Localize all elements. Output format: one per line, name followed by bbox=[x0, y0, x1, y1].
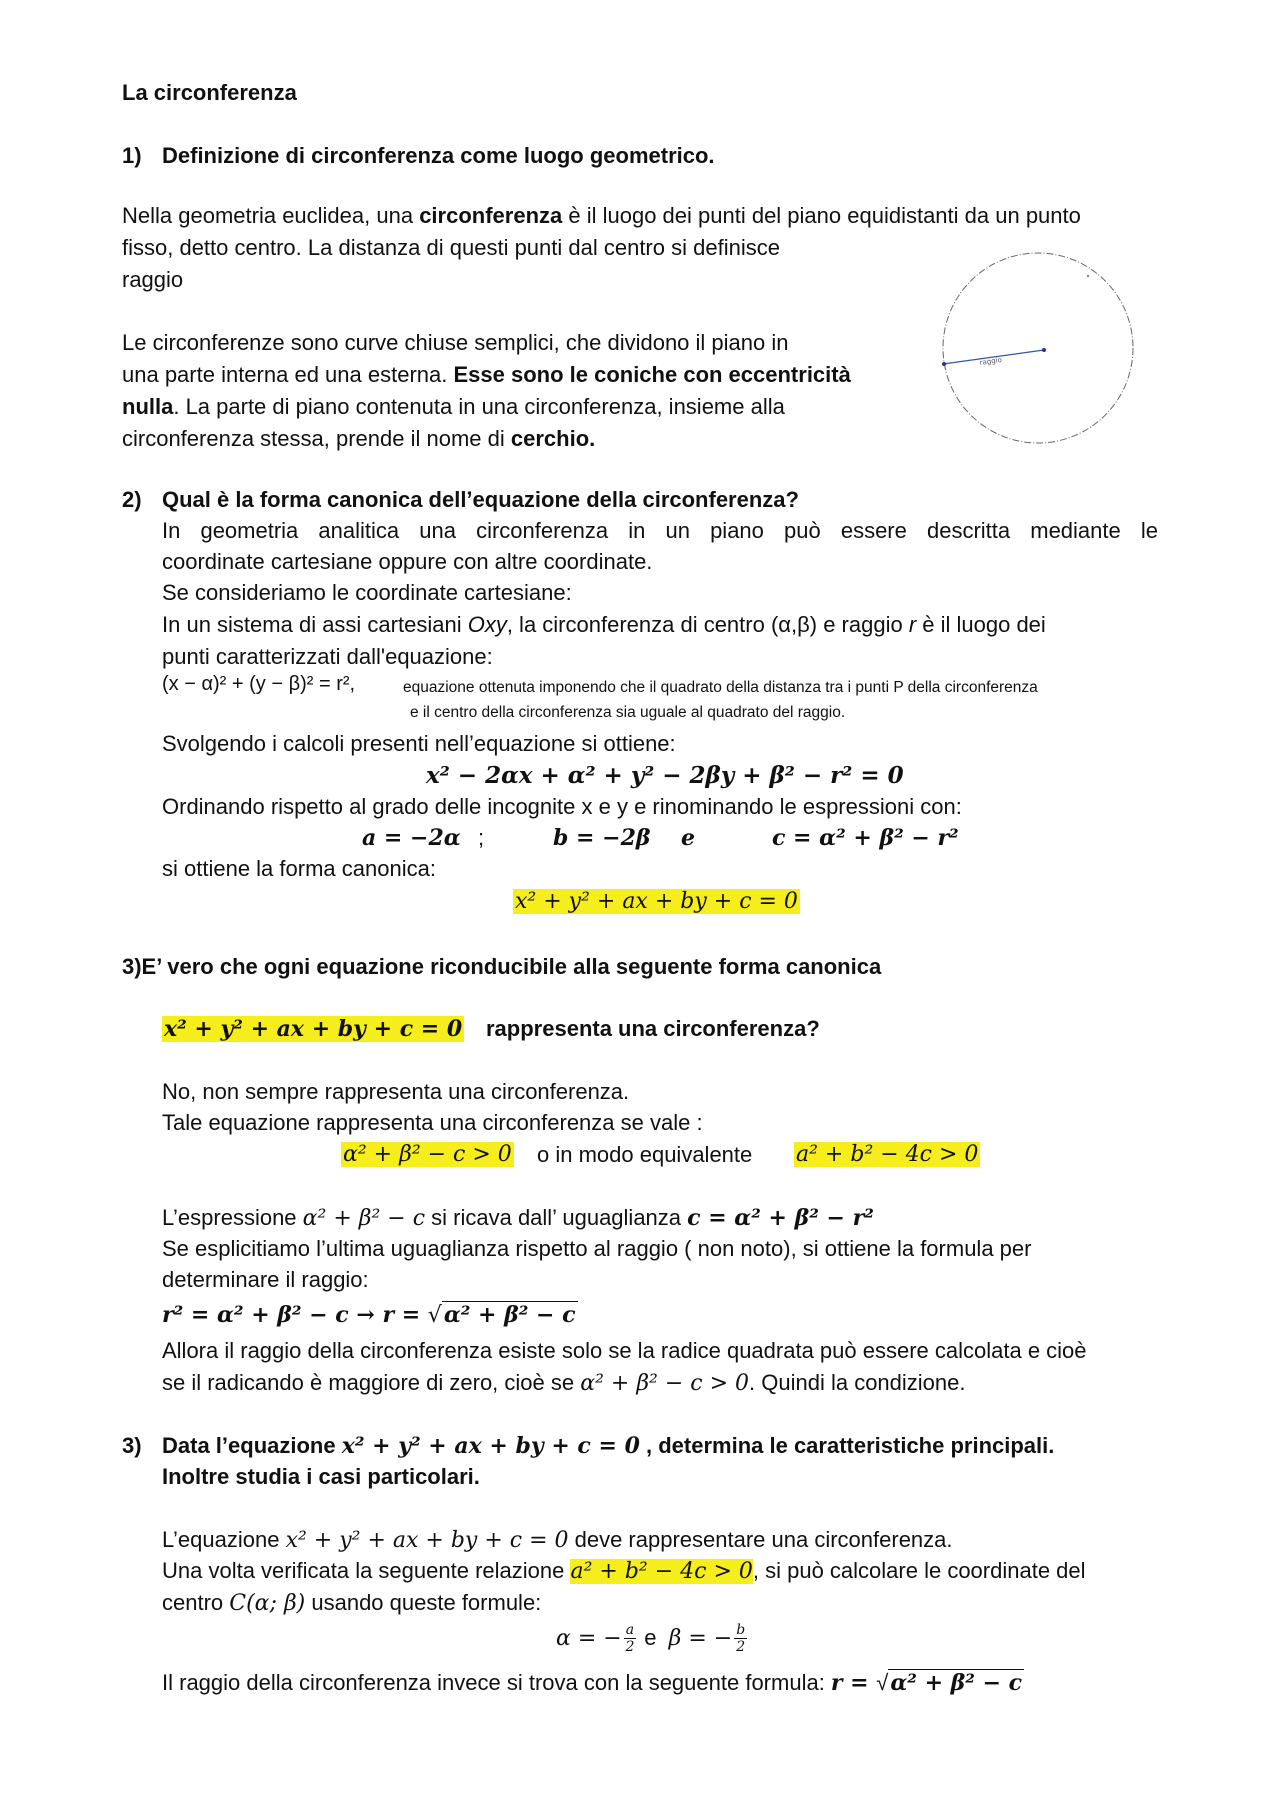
beta-formula: β = − bbox=[668, 1625, 733, 1651]
condition-alpha-beta: α² + β² − c > 0 bbox=[343, 1142, 512, 1167]
section-4-heading bbox=[122, 1433, 1054, 1459]
keyword-circonferenza: circonferenza bbox=[419, 203, 563, 228]
section-4-number: 3) bbox=[122, 1433, 142, 1458]
math-expression: α² + β² − c bbox=[302, 1206, 426, 1231]
section-4-heading-line-2: Inoltre studia i casi particolari. bbox=[162, 1464, 480, 1489]
text: Data l’equazione bbox=[162, 1433, 342, 1458]
canonical-form-equation: x² + y² + ax + by + c = 0 bbox=[515, 889, 798, 914]
equation-note-line-2: e il centro della circonferenza sia uguale al quadrato del raggio. bbox=[410, 704, 846, 721]
section-1-paragraph-2-line-1: Le circonferenze sono curve chiuse semplici, che dividono il piano in bbox=[122, 330, 789, 355]
section-2-line-7: Ordinando rispetto al grado delle incognite x e y e rinominando le espressioni con: bbox=[162, 794, 962, 819]
circle-figure bbox=[940, 248, 1135, 448]
math-expression: α² + β² − c > 0 bbox=[580, 1371, 750, 1396]
section-3-line-6: Allora il raggio della circonferenza esiste solo se la radice quadrata può essere calcolata e cioè bbox=[162, 1338, 1087, 1363]
section-1-paragraph-2-line-4 bbox=[122, 426, 595, 452]
section-3-line-3 bbox=[162, 1205, 874, 1231]
point-marker bbox=[1087, 275, 1089, 277]
alpha-formula: α = − bbox=[556, 1625, 622, 1651]
sqrt-sign: √ bbox=[876, 1670, 889, 1695]
section-1-paragraph-1-line-2: fisso, detto centro. La distanza di questi punti dal centro si definisce bbox=[122, 235, 780, 260]
equation-circle-standard: (x − α)² + (y − β)² = r², bbox=[162, 673, 356, 695]
text: se il radicando è maggiore di zero, cioè se bbox=[162, 1370, 581, 1395]
section-1-paragraph-1-line-1 bbox=[122, 203, 1081, 229]
section-2-title: Qual è la forma canonica dell’equazione della circonferenza? bbox=[162, 487, 799, 512]
text: Il raggio della circonferenza invece si trova con la seguente formula: bbox=[162, 1670, 831, 1695]
section-2-line-8: si ottiene la forma canonica: bbox=[162, 856, 436, 881]
text: una parte interna ed una esterna. bbox=[122, 362, 454, 387]
condition-a-b-c: a² + b² − 4c > 0 bbox=[796, 1142, 979, 1167]
section-3-heading-2: rappresenta una circonferenza? bbox=[486, 1016, 820, 1041]
conjunction-e: e bbox=[638, 1625, 669, 1650]
equation-b-def: b = −2β bbox=[553, 825, 651, 851]
section-2-line-3: Se consideriamo le coordinate cartesiane: bbox=[162, 580, 572, 605]
math-expression: x² + y² + ax + by + c = 0 bbox=[285, 1528, 569, 1553]
text: deve rappresentare una circonferenza. bbox=[568, 1527, 953, 1552]
section-1-title: Definizione di circonferenza come luogo geometrico. bbox=[162, 143, 715, 168]
math-expression: c = α² + β² − r² bbox=[687, 1205, 874, 1231]
section-3-equation: x² + y² + ax + by + c = 0 bbox=[164, 1016, 463, 1042]
section-1-paragraph-1-line-3: raggio bbox=[122, 267, 184, 292]
section-2-line-4 bbox=[162, 612, 1046, 638]
section-1-paragraph-2-line-2 bbox=[122, 362, 851, 388]
radius-symbol: r = bbox=[830, 1670, 877, 1696]
text: L’equazione bbox=[162, 1527, 286, 1552]
section-3-line-5: determinare il raggio: bbox=[162, 1267, 369, 1292]
section-4-line-3 bbox=[162, 1590, 541, 1616]
section-4-line-4 bbox=[162, 1670, 1024, 1696]
circle-outline bbox=[943, 253, 1133, 443]
highlighted-condition: a² + b² − 4c > 0 bbox=[570, 1559, 753, 1584]
denominator: 2 bbox=[736, 1638, 746, 1655]
point-on-circle bbox=[942, 362, 946, 366]
conjunction-e: e bbox=[681, 825, 695, 851]
text: circonferenza stessa, prende il nome di bbox=[122, 426, 511, 451]
section-2-line-6: Svolgendo i calcoli presenti nell’equazione si ottiene: bbox=[162, 731, 676, 756]
radius-formula bbox=[162, 1302, 578, 1328]
section-2-number: 2) bbox=[122, 487, 142, 512]
equation-expanded: x² − 2αx + α² + y² − 2βy + β² − r² = 0 bbox=[426, 762, 904, 789]
text: Una volta verificata la seguente relazione bbox=[162, 1558, 571, 1583]
text: usando queste formule: bbox=[305, 1590, 542, 1615]
section-3-line-7 bbox=[162, 1370, 966, 1396]
section-4-line-1 bbox=[162, 1527, 953, 1553]
text: , la circonferenza di centro (α,β) e raggio bbox=[506, 612, 909, 637]
equation-c-def: c = α² + β² − r² bbox=[772, 825, 959, 851]
text: è il luogo dei punti del piano equidistanti da un punto bbox=[562, 203, 1081, 228]
section-2-heading bbox=[122, 487, 799, 513]
sqrt-sign: √ bbox=[427, 1303, 442, 1328]
fraction-a-over-2 bbox=[624, 1622, 636, 1655]
numerator: a bbox=[625, 1621, 635, 1638]
text: centro bbox=[162, 1590, 230, 1615]
text: . La parte di piano contenuta in una circonferenza, insieme alla bbox=[173, 394, 785, 419]
text: , determina le caratteristiche principali. bbox=[639, 1433, 1055, 1458]
math-expression: r² = α² + β² − c → r = bbox=[162, 1302, 428, 1328]
section-2-line-2: coordinate cartesiane oppure con altre coordinate. bbox=[162, 549, 653, 574]
text: si ricava dall’ uguaglianza bbox=[425, 1205, 688, 1230]
text: . Quindi la condizione. bbox=[749, 1370, 966, 1395]
section-3-line-1: No, non sempre rappresenta una circonferenza. bbox=[162, 1079, 630, 1104]
bold-text: nulla bbox=[122, 394, 174, 419]
equation-note-line-1: equazione ottenuta imponendo che il quadrato della distanza tra i punti P della circonferenza bbox=[403, 679, 1038, 696]
sqrt-radicand: α² + β² − c bbox=[443, 1302, 576, 1328]
math-expression: x² + y² + ax + by + c = 0 bbox=[341, 1433, 640, 1459]
center-point bbox=[1042, 348, 1046, 352]
section-3-line-2: Tale equazione rappresenta una circonferenza se vale : bbox=[162, 1110, 703, 1135]
text: In un sistema di assi cartesiani bbox=[162, 612, 468, 637]
text: L’espressione bbox=[162, 1205, 303, 1230]
section-3-line-4: Se esplicitiamo l’ultima uguaglianza rispetto al raggio ( non noto), si ottiene la formula per bbox=[162, 1236, 1032, 1261]
separator: ; bbox=[478, 825, 485, 850]
numerator: b bbox=[736, 1621, 746, 1638]
fraction-b-over-2 bbox=[734, 1622, 747, 1655]
section-3-heading: 3)E’ vero che ogni equazione riconducibile alla seguente forma canonica bbox=[122, 954, 882, 979]
section-2-line-5: punti caratterizzati dall'equazione: bbox=[162, 644, 493, 669]
document-title: La circonferenza bbox=[122, 80, 297, 105]
sqrt-radicand: α² + β² − c bbox=[890, 1670, 1023, 1696]
center-formulas bbox=[556, 1616, 749, 1660]
text: è il luogo dei bbox=[916, 612, 1046, 637]
section-1-paragraph-2-line-3 bbox=[122, 394, 785, 420]
section-2-line-1: In geometria analitica una circonferenza in un piano può essere descritta mediante le bbox=[162, 518, 1158, 543]
oxy-label: Oxy bbox=[467, 612, 507, 637]
text: , si può calcolare le coordinate del bbox=[752, 1558, 1086, 1583]
denominator: 2 bbox=[625, 1638, 635, 1655]
bold-text: Esse sono le coniche con eccentricità bbox=[453, 362, 851, 387]
equation-a-def: a = −2α bbox=[362, 825, 461, 851]
r-label: r bbox=[908, 612, 917, 637]
center-notation: C(α; β) bbox=[229, 1591, 306, 1616]
text: Nella geometria euclidea, una bbox=[122, 203, 420, 228]
section-1-number: 1) bbox=[122, 143, 142, 168]
section-1-heading bbox=[122, 143, 715, 169]
section-4-line-2 bbox=[162, 1558, 1086, 1584]
radius-label: raggio bbox=[979, 355, 1003, 367]
keyword-cerchio: cerchio. bbox=[510, 426, 596, 451]
condition-equivalent-text: o in modo equivalente bbox=[537, 1142, 753, 1167]
